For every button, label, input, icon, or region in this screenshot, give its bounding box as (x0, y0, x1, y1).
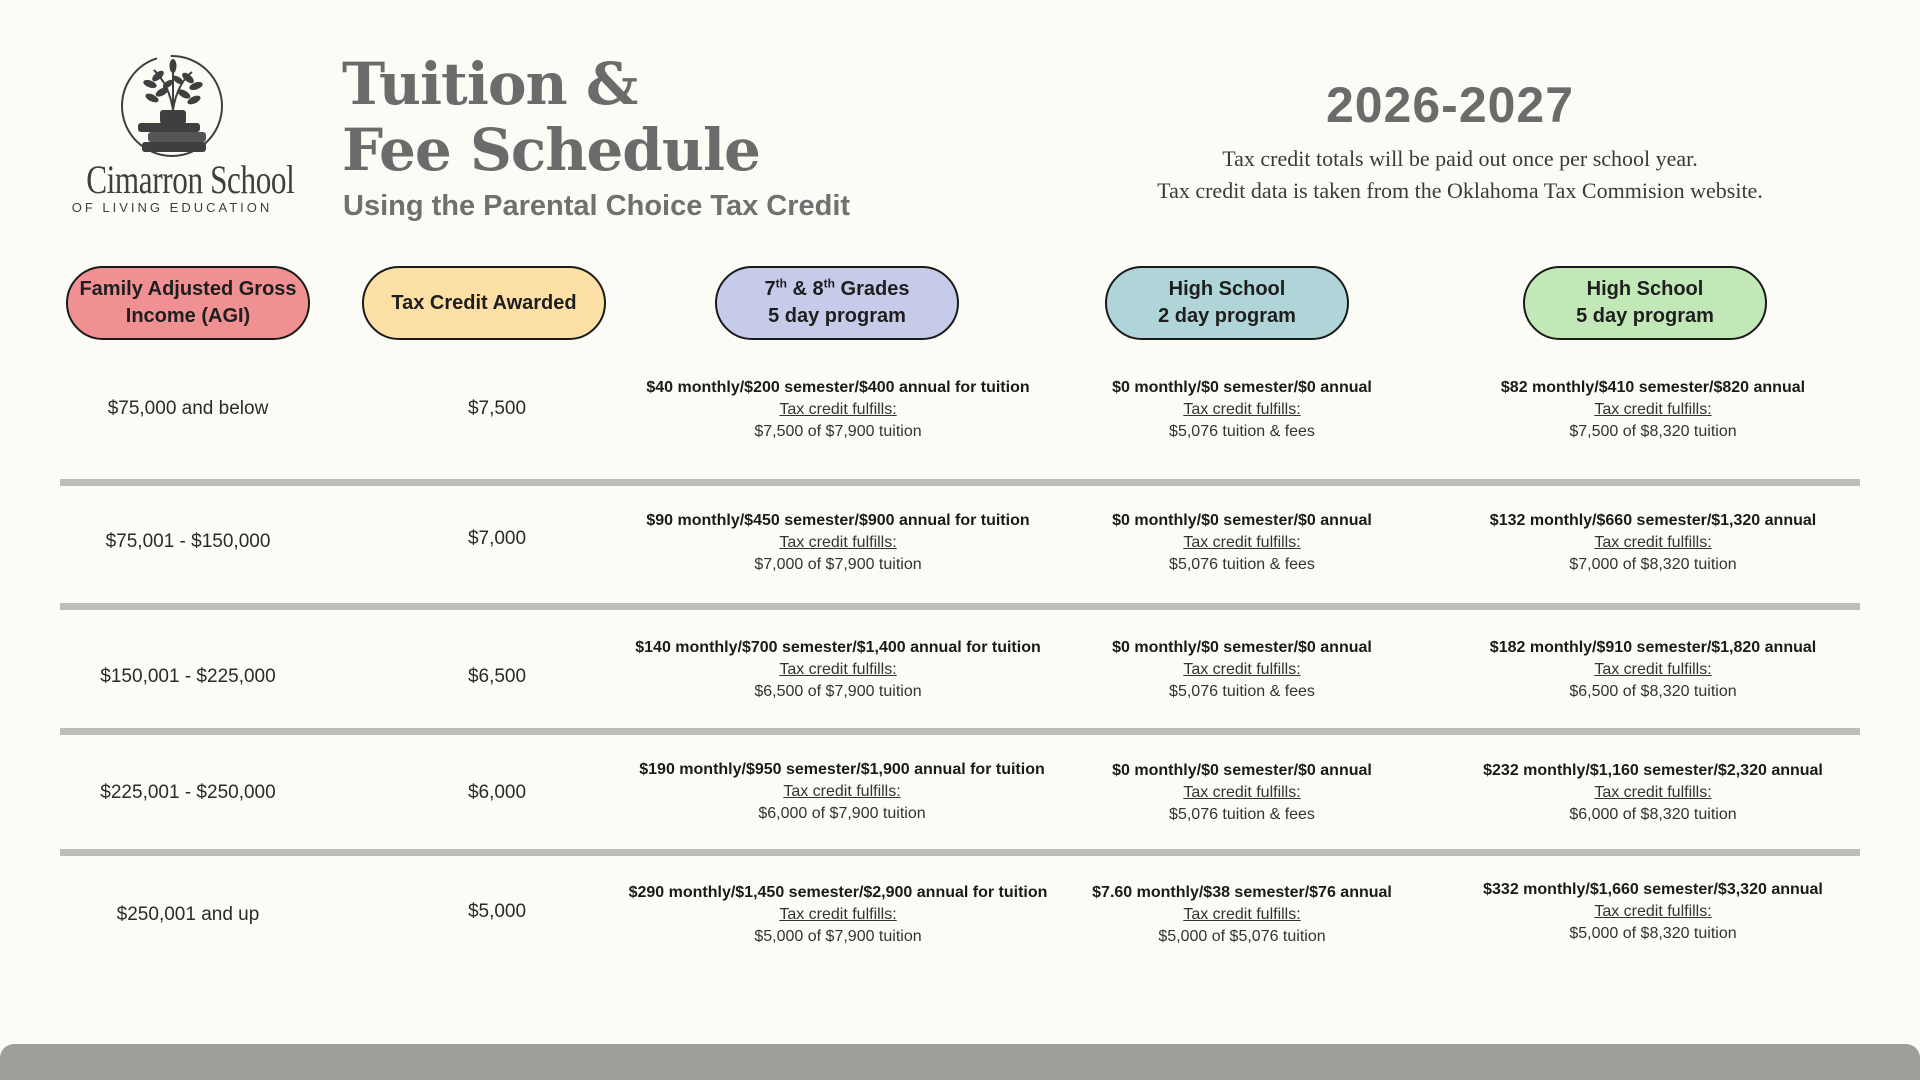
fulfilled-amount: $6,000 of $7,900 tuition (758, 805, 926, 822)
fulfilled-amount: $6,500 of $8,320 tuition (1569, 683, 1737, 700)
tuition-rates: $0 monthly/$0 semester/$0 annual (1112, 379, 1372, 396)
header-agi (66, 266, 310, 340)
page-title-line-2: Fee Schedule (342, 116, 760, 184)
fulfilled-amount: $5,076 tuition & fees (1169, 556, 1315, 573)
high-school-2-day-cell (1076, 760, 1408, 826)
row-divider (60, 479, 1860, 486)
tax-credit-amount: $6,000 (467, 782, 527, 803)
plant-books-icon (62, 50, 282, 160)
header-tax-credit (362, 266, 606, 340)
tax-credit-amount: $5,000 (467, 901, 527, 922)
header-grades-7-8 (715, 266, 959, 340)
fulfills-label: Tax credit fulfills: (779, 661, 897, 678)
high-school-2-day-cell (1076, 882, 1408, 948)
header-hs2-line-1: High School (1168, 278, 1286, 300)
header-agi-line-2: Income (AGI) (125, 305, 251, 327)
header-agi-line-1: Family Adjusted Gross (79, 278, 297, 300)
fulfills-label: Tax credit fulfills: (783, 783, 901, 800)
page-subtitle: Using the Parental Choice Tax Credit (343, 190, 851, 222)
header-hs2-line-2: 2 day program (1158, 305, 1296, 327)
tuition-rates: $232 monthly/$1,160 semester/$2,320 annual (1483, 762, 1823, 779)
tuition-rates: $82 monthly/$410 semester/$820 annual (1500, 379, 1806, 396)
fulfilled-amount: $5,076 tuition & fees (1169, 683, 1315, 700)
fulfills-label: Tax credit fulfills: (1594, 401, 1712, 418)
agi-range: $75,000 and below (107, 398, 269, 419)
tuition-rates: $190 monthly/$950 semester/$1,900 annual for tuition (639, 761, 1045, 778)
tuition-rates: $140 monthly/$700 semester/$1,400 annual for tuition (635, 639, 1041, 656)
logo-subtitle: OF LIVING EDUCATION (71, 200, 273, 215)
tuition-rates: $90 monthly/$450 semester/$900 annual for tuition (646, 512, 1030, 529)
fulfilled-amount: $6,500 of $7,900 tuition (754, 683, 922, 700)
school-logo (62, 50, 295, 220)
footer-bar (0, 1044, 1920, 1080)
fulfilled-amount: $5,000 of $7,900 tuition (754, 928, 922, 945)
agi-range: $150,001 - $225,000 (100, 666, 276, 687)
page-title-line-1: Tuition & (342, 50, 638, 118)
high-school-5-day-cell (1430, 510, 1876, 576)
fulfilled-amount: $7,000 of $7,900 tuition (754, 556, 922, 573)
fulfills-label: Tax credit fulfills: (779, 906, 897, 923)
tuition-rates: $0 monthly/$0 semester/$0 annual (1112, 762, 1372, 779)
tuition-rates: $0 monthly/$0 semester/$0 annual (1112, 512, 1372, 529)
fulfills-label: Tax credit fulfills: (1183, 401, 1301, 418)
fulfills-label: Tax credit fulfills: (1594, 534, 1712, 551)
fulfills-label: Tax credit fulfills: (1594, 784, 1712, 801)
row-divider (60, 728, 1860, 735)
fulfilled-amount: $6,000 of $8,320 tuition (1569, 806, 1737, 823)
high-school-5-day-cell (1430, 879, 1876, 945)
school-year: 2026-2027 (1325, 77, 1575, 133)
high-school-2-day-cell (1076, 510, 1408, 576)
tax-credit-amount: $7,500 (467, 398, 527, 419)
fulfilled-amount: $5,076 tuition & fees (1169, 423, 1315, 440)
row-divider (60, 849, 1860, 856)
fulfilled-amount: $5,076 tuition & fees (1169, 806, 1315, 823)
header-high-school-2-day (1105, 266, 1349, 340)
logo-name: Cimarron School (86, 157, 295, 202)
note-payout: Tax credit totals will be paid out once per school year. (1222, 146, 1698, 171)
fulfills-label: Tax credit fulfills: (1594, 903, 1712, 920)
grades-7-8-cell (600, 510, 1076, 576)
fulfills-label: Tax credit fulfills: (779, 401, 897, 418)
fulfills-label: Tax credit fulfills: (1183, 906, 1301, 923)
fulfills-label: Tax credit fulfills: (1183, 534, 1301, 551)
fulfilled-amount: $7,500 of $7,900 tuition (754, 423, 922, 440)
high-school-2-day-cell (1076, 637, 1408, 703)
header-hs5-line-1: High School (1586, 278, 1704, 300)
fulfills-label: Tax credit fulfills: (1594, 661, 1712, 678)
fulfilled-amount: $5,000 of $8,320 tuition (1569, 925, 1737, 942)
header-tax-credit-label: Tax Credit Awarded (391, 291, 577, 314)
header-grades-7-8-line-1: 7th & 8th Grades (764, 276, 910, 300)
tuition-rates: $40 monthly/$200 semester/$400 annual for tuition (646, 379, 1030, 396)
grades-7-8-cell (600, 637, 1076, 703)
header-grades-7-8-line-2: 5 day program (768, 305, 906, 327)
grades-7-8-cell (600, 759, 1084, 825)
tuition-rates: $332 monthly/$1,660 semester/$3,320 annual (1483, 881, 1823, 898)
agi-range: $225,001 - $250,000 (100, 782, 276, 803)
fulfills-label: Tax credit fulfills: (1183, 661, 1301, 678)
header-high-school-5-day (1523, 266, 1767, 340)
tax-credit-amount: $6,500 (467, 666, 527, 687)
fulfilled-amount: $7,000 of $8,320 tuition (1569, 556, 1737, 573)
grades-7-8-cell (600, 882, 1076, 948)
tuition-rates: $132 monthly/$660 semester/$1,320 annual (1489, 512, 1817, 529)
high-school-5-day-cell (1430, 637, 1876, 703)
high-school-5-day-cell (1430, 377, 1876, 443)
high-school-5-day-cell (1430, 760, 1876, 826)
agi-range: $75,001 - $150,000 (105, 531, 271, 552)
agi-range: $250,001 and up (116, 904, 260, 925)
tuition-rates: $7.60 monthly/$38 semester/$76 annual (1092, 884, 1392, 901)
tuition-rates: $0 monthly/$0 semester/$0 annual (1112, 639, 1372, 656)
tax-credit-amount: $7,000 (467, 528, 527, 549)
grades-7-8-cell (600, 377, 1076, 443)
fulfilled-amount: $5,000 of $5,076 tuition (1158, 928, 1326, 945)
tuition-rates: $182 monthly/$910 semester/$1,820 annual (1489, 639, 1817, 656)
fulfills-label: Tax credit fulfills: (779, 534, 897, 551)
fulfilled-amount: $7,500 of $8,320 tuition (1569, 423, 1737, 440)
fulfills-label: Tax credit fulfills: (1183, 784, 1301, 801)
row-divider (60, 603, 1860, 610)
high-school-2-day-cell (1076, 377, 1408, 443)
header-hs5-line-2: 5 day program (1576, 305, 1714, 327)
tuition-rates: $290 monthly/$1,450 semester/$2,900 annual for tuition (628, 884, 1048, 901)
note-source: Tax credit data is taken from the Oklahoma Tax Commision website. (1157, 178, 1763, 203)
